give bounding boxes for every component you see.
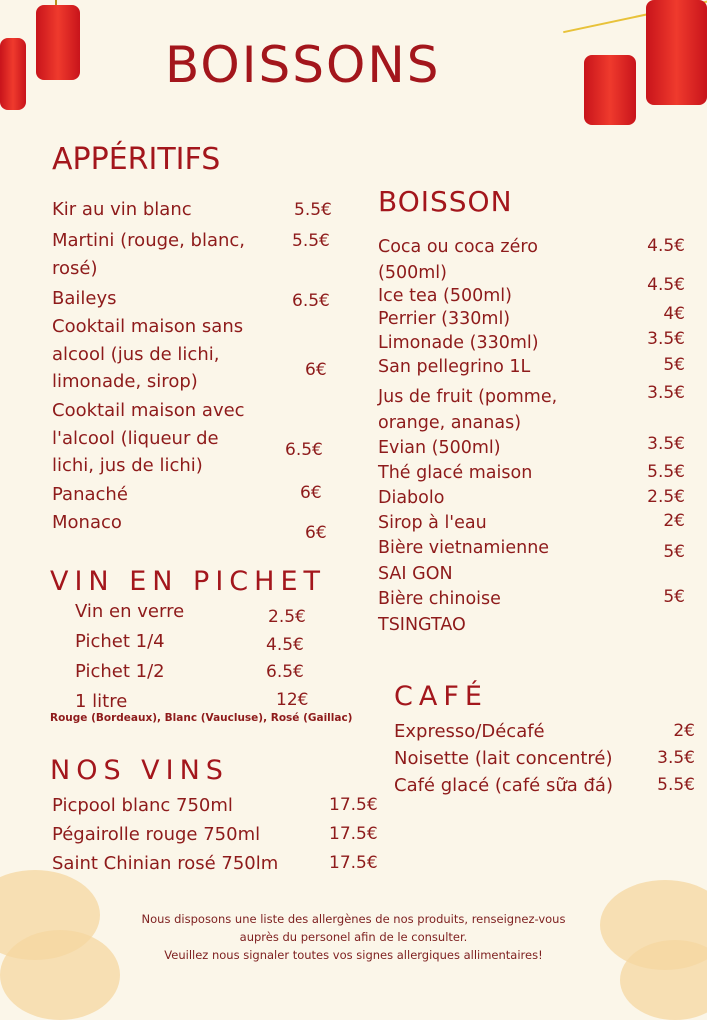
aperitif-name: Cooktail maison sans (52, 316, 244, 337)
boisson-price: 5.5€ (647, 462, 685, 482)
boisson-name: Diabolo (378, 488, 445, 508)
boisson-price: 5€ (663, 587, 685, 607)
pichet-price: 4.5€ (266, 635, 304, 655)
boisson-name: SAI GON (378, 564, 453, 584)
boisson-price: 3.5€ (647, 329, 685, 349)
boisson-name: Bière vietnamienne (378, 538, 550, 558)
boisson-name: TSINGTAO (378, 615, 466, 635)
vins-heading: NOS VINS (50, 755, 229, 786)
boisson-price: 4.5€ (647, 236, 685, 256)
aperitif-name: Cooktail maison avec (52, 400, 245, 421)
wine-price: 17.5€ (329, 824, 378, 844)
pichet-name: Vin en verre (75, 601, 185, 622)
aperitif-name: rosé) (52, 257, 98, 279)
boisson-price: 4€ (663, 304, 685, 324)
boisson-name: Evian (500ml) (378, 438, 501, 458)
boisson-price: 3.5€ (647, 434, 685, 454)
boisson-name: Coca ou coca zéro (378, 237, 538, 257)
cafe-price: 3.5€ (657, 748, 695, 768)
boisson-name: Jus de fruit (pomme, (378, 387, 558, 407)
boisson-price: 4.5€ (647, 275, 685, 295)
page-title: BOISSONS (165, 36, 441, 94)
boisson-name: orange, ananas) (378, 413, 522, 433)
aperitif-price: 6.5€ (285, 440, 323, 460)
aperitif-name: l'alcool (liqueur de (52, 427, 219, 449)
wine-price: 17.5€ (329, 853, 378, 873)
aperitif-name: Panaché (52, 484, 128, 505)
boisson-name: (500ml) (378, 263, 447, 283)
footer-line: Nous disposons une liste des allergènes de nos produits, renseignez-vous (141, 912, 566, 926)
aperitif-name: alcool (jus de lichi, (52, 343, 220, 365)
boisson-price: 5€ (663, 355, 685, 375)
aperitifs-heading: APPÉRITIFS (52, 142, 221, 177)
cafe-name: Expresso/Décafé (394, 721, 545, 742)
wine-name: Pégairolle rouge 750ml (52, 824, 261, 845)
boisson-name: Bière chinoise (378, 589, 501, 609)
wine-name: Saint Chinian rosé 750lm (52, 853, 279, 874)
boisson-name: Thé glacé maison (378, 463, 533, 483)
aperitif-price: 6€ (300, 483, 322, 503)
aperitif-name: Kir au vin blanc (52, 199, 192, 220)
footer-line: Veuillez nous signaler toutes vos signes allergiques allimentaires! (164, 948, 543, 962)
pichet-price: 12€ (276, 690, 309, 710)
aperitif-price: 6€ (305, 360, 327, 380)
aperitif-name: Monaco (52, 512, 122, 533)
cafe-price: 5.5€ (657, 775, 695, 795)
cafe-name: Café glacé (café sữa đá) (394, 775, 613, 796)
boisson-name: San pellegrino 1L (378, 357, 531, 377)
aperitif-name: lichi, jus de lichi) (52, 455, 203, 476)
boisson-price: 5€ (663, 542, 685, 562)
boisson-name: Sirop à l'eau (378, 513, 487, 533)
aperitif-price: 5.5€ (292, 231, 330, 251)
aperitif-price: 5.5€ (294, 200, 332, 220)
aperitif-price: 6.5€ (292, 291, 330, 311)
aperitif-name: Baileys (52, 288, 117, 309)
boisson-price: 3.5€ (647, 383, 685, 403)
aperitif-name: limonade, sirop) (52, 371, 198, 392)
aperitif-name: Martini (rouge, blanc, (52, 230, 246, 251)
pichet-name: Pichet 1/4 (75, 631, 165, 652)
boisson-name: Perrier (330ml) (378, 309, 511, 329)
pichet-name: Pichet 1/2 (75, 661, 165, 682)
pichet-heading: VIN EN PICHET (50, 566, 327, 597)
aperitif-price: 6€ (305, 523, 327, 543)
boisson-price: 2.5€ (647, 487, 685, 507)
wine-price: 17.5€ (329, 795, 378, 815)
footer-line: auprès du personel afin de le consulter. (239, 930, 468, 944)
cafe-name: Noisette (lait concentré) (394, 748, 613, 769)
boisson-name: Limonade (330ml) (378, 333, 539, 353)
pichet-price: 2.5€ (268, 607, 306, 627)
pichet-note: Rouge (Bordeaux), Blanc (Vaucluse), Rosé (Gaillac) (50, 712, 353, 724)
pichet-price: 6.5€ (266, 662, 304, 682)
pichet-name: 1 litre (75, 691, 128, 712)
allergen-footer (0, 910, 707, 964)
wine-name: Picpool blanc 750ml (52, 795, 233, 816)
boisson-heading: BOISSON (378, 185, 513, 218)
boisson-price: 2€ (663, 511, 685, 531)
cafe-price: 2€ (673, 721, 695, 741)
cafe-heading: CAFÉ (394, 681, 488, 712)
boisson-name: Ice tea (500ml) (378, 286, 512, 306)
